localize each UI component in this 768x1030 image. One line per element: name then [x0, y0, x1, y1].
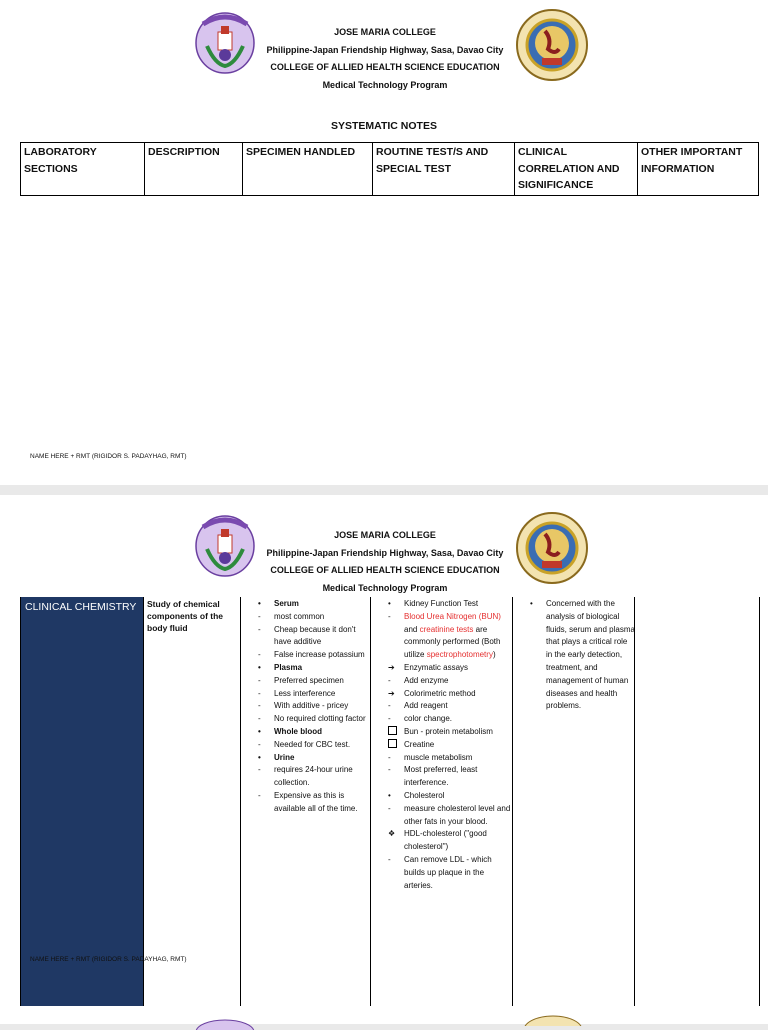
program-seal — [515, 9, 589, 81]
list-item: - False increase potassium — [258, 650, 365, 660]
college-logo — [195, 1018, 255, 1030]
college-address: Philippine-Japan Friendship Highway, Sasa, Davao City — [266, 44, 504, 55]
program-name: Medical Technology Program — [322, 79, 448, 90]
college-name: JOSE MARIA COLLEGE — [334, 530, 436, 540]
list-item: Creatine — [371, 739, 513, 752]
department-name: COLLEGE OF ALLIED HEALTH SCIENCE EDUCATION — [270, 62, 500, 72]
list-item: - Add enzyme — [388, 675, 449, 685]
list-item: - Blood Urea Nitrogen (BUN) and creatinine tests are commonly performed (Both utilize spectrophotometry) — [388, 611, 501, 660]
checkbox-icon — [388, 726, 397, 735]
page-header — [0, 0, 768, 90]
list-item: • Concerned with the analysis of biological fluids, serum and plasma that plays a critical role in the early detection, treatment, and management of human diseases and health problems. — [530, 599, 635, 711]
list-item: - Most preferred, least interference. — [388, 765, 478, 788]
document-title: SYSTEMATIC NOTES — [331, 120, 437, 132]
college-address: Philippine-Japan Friendship Highway, Sasa, Davao City — [266, 547, 504, 558]
list-item: - Needed for CBC test. — [258, 739, 351, 749]
list-item: ➔ Colorimetric method — [388, 688, 476, 698]
program-seal — [523, 1014, 583, 1026]
list-item: - measure cholesterol level and other fats in your blood. — [388, 803, 511, 826]
correlation-cell — [512, 597, 635, 1006]
column-header: OTHER IMPORTANT INFORMATION — [638, 143, 759, 196]
checkbox-icon — [388, 739, 397, 748]
document-page-1 — [0, 0, 768, 485]
notes-header-table — [20, 142, 759, 196]
list-item: - muscle metabolism — [388, 752, 473, 762]
list-item: - Can remove LDL - which builds up plaque in the arteries. — [388, 854, 492, 890]
column-header: LABORATORY SECTIONS — [21, 143, 145, 196]
program-seal — [515, 512, 589, 584]
list-item: ❖ HDL-cholesterol ("good cholesterol") — [388, 829, 487, 852]
list-item: • Serum — [258, 599, 299, 608]
list-item: - requires 24-hour urine collection. — [258, 765, 353, 788]
other-info-cell — [634, 597, 760, 1006]
college-header-text — [240, 24, 530, 94]
department-name: COLLEGE OF ALLIED HEALTH SCIENCE EDUCATION — [270, 565, 500, 575]
list-item: Bun - protein metabolism — [371, 726, 513, 739]
table-header-row — [21, 143, 759, 196]
column-header: CLINICAL CORRELATION AND SIGNIFICANCE — [515, 143, 638, 196]
list-item: - Cheap because it don't have additive — [258, 624, 356, 647]
correlation-list — [513, 597, 635, 713]
program-name: Medical Technology Program — [322, 582, 448, 593]
list-item: • Whole blood — [258, 726, 322, 736]
list-item: • Urine — [258, 752, 295, 762]
list-item: - Expensive as this is available all of the time. — [258, 790, 358, 813]
list-item: - color change. — [388, 714, 453, 724]
document-page-2 — [0, 495, 768, 1024]
column-header: DESCRIPTION — [145, 143, 243, 196]
section-name: CLINICAL CHEMISTRY — [25, 601, 137, 613]
section-cell — [20, 597, 144, 1006]
page-header — [0, 503, 768, 593]
specimen-list — [241, 597, 371, 816]
document-page-3 — [0, 1012, 768, 1024]
list-item: - most common — [258, 611, 325, 621]
list-item: • Kidney Function Test — [388, 599, 479, 608]
description-cell — [143, 597, 241, 1006]
list-item: • Cholesterol — [388, 790, 445, 800]
list-item: - With additive - pricey — [258, 701, 349, 711]
column-header: SPECIMEN HANDLED — [243, 143, 373, 196]
list-item: - Preferred specimen — [258, 675, 344, 685]
list-item: - Add reagent — [388, 701, 448, 711]
notes-table-body — [20, 597, 759, 1006]
list-item: - No required clotting factor — [258, 714, 366, 724]
list-item: - Less interference — [258, 688, 336, 698]
column-header: ROUTINE TEST/S AND SPECIAL TEST — [373, 143, 515, 196]
college-name: JOSE MARIA COLLEGE — [334, 27, 436, 37]
description-text: Study of chemical components of the body fluid — [147, 599, 224, 633]
list-item: • Plasma — [258, 662, 303, 672]
tests-list — [371, 597, 513, 892]
page-footer: NAME HERE + RMT (RIGIDOR S. PADAYHAG, RMT) — [30, 453, 187, 460]
specimen-cell — [240, 597, 371, 1006]
page-footer: NAME HERE + RMT (RIGIDOR S. PADAYHAG, RMT) — [30, 956, 187, 963]
college-header-text — [240, 527, 530, 597]
tests-cell — [370, 597, 513, 1006]
list-item: ➔ Enzymatic assays — [388, 662, 469, 672]
